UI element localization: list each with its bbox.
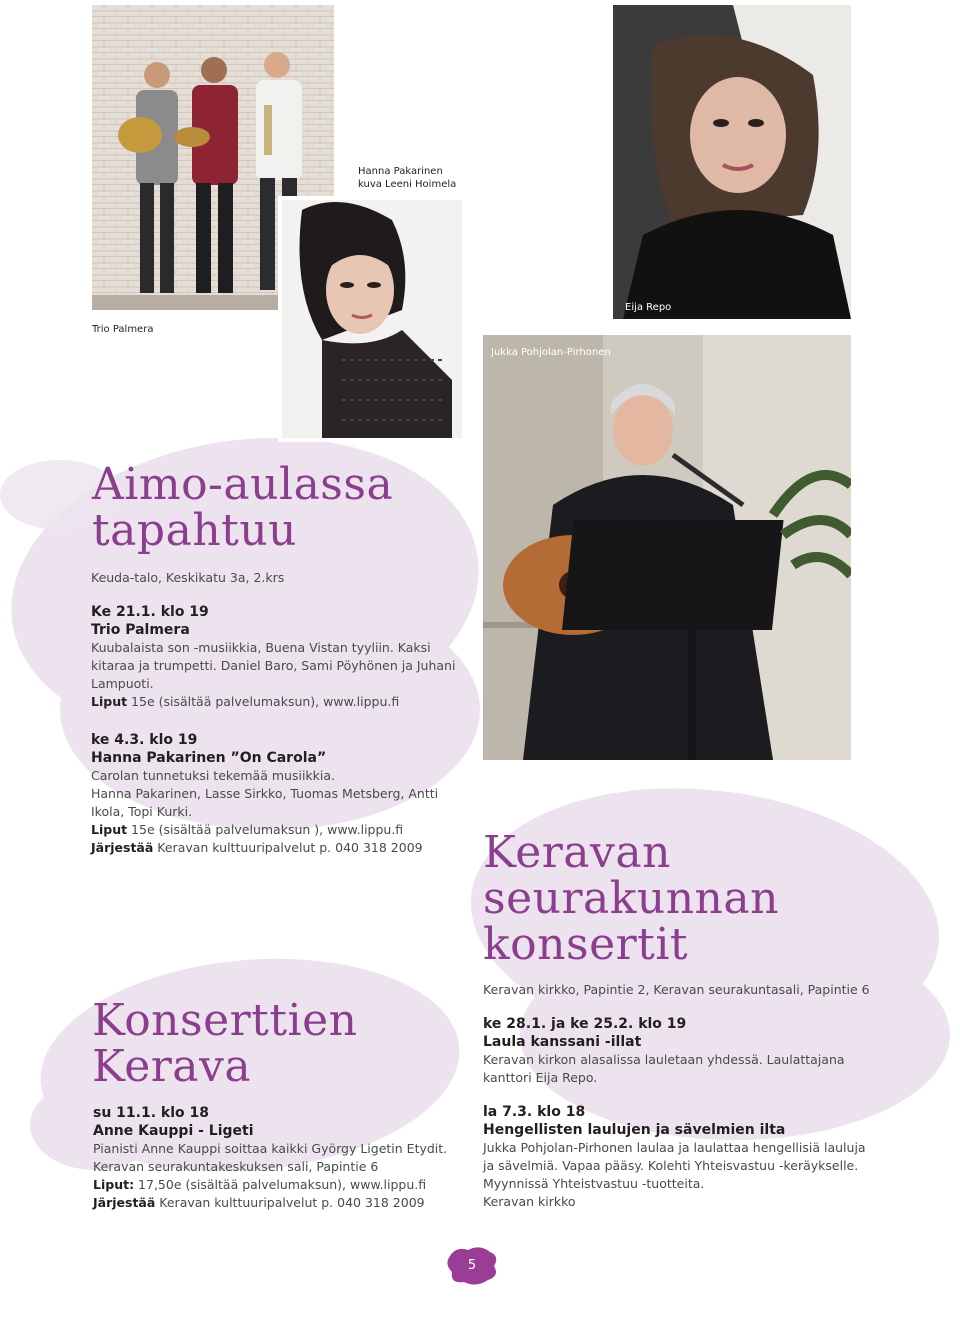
aimo-heading (92, 459, 394, 556)
seurakunta-heading-line1: Keravan (483, 827, 671, 878)
hanna-pakarinen-illustration (282, 200, 462, 438)
event-description: ja sävelmiä. Vapaa pääsy. Kolehti Yhteisvastuu -keräykselle. (483, 1158, 859, 1173)
event-title: Hanna Pakarinen ”On Carola” (91, 750, 327, 766)
konsertit-content (93, 1104, 473, 1226)
event-date: ke 28.1. ja ke 25.2. klo 19 (483, 1016, 687, 1032)
tickets-text: 15e (sisältää palvelumaksun ), www.lippu.fi (127, 822, 404, 837)
hanna-caption-line1: Hanna Pakarinen (358, 166, 443, 177)
event-description: Carolan tunnetuksi tekemää musiikkia. (91, 768, 335, 783)
event-title: Laula kanssani -illat (483, 1034, 642, 1050)
page-number-badge (446, 1246, 498, 1286)
tickets-label: Liput (91, 694, 128, 709)
eija-repo-photo (613, 5, 851, 319)
event-tickets (93, 1176, 473, 1194)
konsertit-heading (92, 995, 358, 1092)
event-description: Keravan kirkon alasalissa lauletaan yhdessä. Laulattajana (483, 1052, 845, 1067)
organizer-text: Keravan kulttuuripalvelut p. 040 318 2009 (153, 840, 423, 855)
page-number: 5 (467, 1258, 477, 1273)
event-date: Ke 21.1. klo 19 (91, 604, 209, 620)
aimo-event-1 (91, 603, 471, 711)
hanna-caption-line2: kuva Leeni Hoimela (358, 179, 457, 190)
tickets-text: 15e (sisältää palvelumaksun), www.lippu.fi (127, 694, 400, 709)
event-description: kitaraa ja trumpetti. Daniel Baro, Sami Pöyhönen ja Juhani (91, 658, 456, 673)
event-organizer (91, 839, 471, 857)
event-date: su 11.1. klo 18 (93, 1105, 209, 1121)
seurakunta-heading (483, 827, 779, 970)
eija-repo-illustration (613, 5, 851, 319)
aimo-heading-line2: tapahtuu (92, 505, 298, 556)
event-description: Keravan seurakuntakeskuksen sali, Papintie 6 (93, 1159, 379, 1174)
event-description: Pianisti Anne Kauppi soittaa kaikki György Ligetin Etydit. (93, 1141, 448, 1156)
tickets-label: Liput (91, 822, 128, 837)
aimo-venue: Keuda-talo, Keskikatu 3a, 2.krs (91, 570, 285, 585)
event-description: Hanna Pakarinen, Lasse Sirkko, Tuomas Metsberg, Antti (91, 786, 439, 801)
seurakunta-event-1 (483, 1015, 923, 1087)
organizer-label: Järjestää (91, 840, 154, 855)
organizer-text: Keravan kulttuuripalvelut p. 040 318 2009 (155, 1195, 425, 1210)
event-title: Anne Kauppi - Ligeti (93, 1123, 254, 1139)
organizer-label: Järjestää (93, 1195, 156, 1210)
seurakunta-event-2 (483, 1103, 923, 1211)
event-description: Jukka Pohjolan-Pirhonen laulaa ja laulattaa hengellisiä lauluja (483, 1140, 866, 1155)
event-title: Trio Palmera (91, 622, 190, 638)
jukka-photo (483, 335, 851, 760)
tickets-text: 17,50e (sisältää palvelumaksun), www.lippu.fi (134, 1177, 427, 1192)
event-description: Keravan kirkko (483, 1194, 576, 1209)
event-description: Kuubalaista son -musiikkia, Buena Vistan tyyliin. Kaksi (91, 640, 431, 655)
seurakunta-content (483, 981, 923, 1225)
jukka-caption: Jukka Pohjolan-Pirhonen (491, 347, 611, 358)
seurakunta-heading-line3: konsertit (483, 919, 689, 970)
event-description: kanttori Eija Repo. (483, 1070, 598, 1085)
konsertit-heading-line2: Kerava (92, 1041, 252, 1092)
trio-palmera-caption: Trio Palmera (92, 324, 154, 335)
event-date: la 7.3. klo 18 (483, 1104, 586, 1120)
seurakunta-venue: Keravan kirkko, Papintie 2, Keravan seurakuntasali, Papintie 6 (483, 982, 870, 997)
jukka-illustration (483, 335, 851, 760)
konsertit-event (93, 1104, 473, 1212)
aimo-content (91, 569, 471, 871)
event-organizer (93, 1194, 473, 1212)
event-description: Ikola, Topi Kurki. (91, 804, 193, 819)
event-description: Myynnissä Yhteistvastuu -tuotteita. (483, 1176, 705, 1191)
aimo-event-2 (91, 731, 471, 857)
tickets-label: Liput: (93, 1177, 135, 1192)
seurakunta-heading-line2: seurakunnan (483, 873, 779, 924)
event-description: Lampuoti. (91, 676, 154, 691)
event-date: ke 4.3. klo 19 (91, 732, 198, 748)
konsertit-heading-line1: Konserttien (92, 995, 358, 1046)
hanna-pakarinen-photo (278, 196, 466, 442)
event-tickets (91, 693, 471, 711)
eija-repo-caption: Eija Repo (625, 302, 672, 313)
hanna-pakarinen-caption (358, 165, 456, 191)
aimo-heading-line1: Aimo-aulassa (92, 459, 394, 510)
event-tickets (91, 821, 471, 839)
event-title: Hengellisten laulujen ja sävelmien ilta (483, 1122, 786, 1138)
